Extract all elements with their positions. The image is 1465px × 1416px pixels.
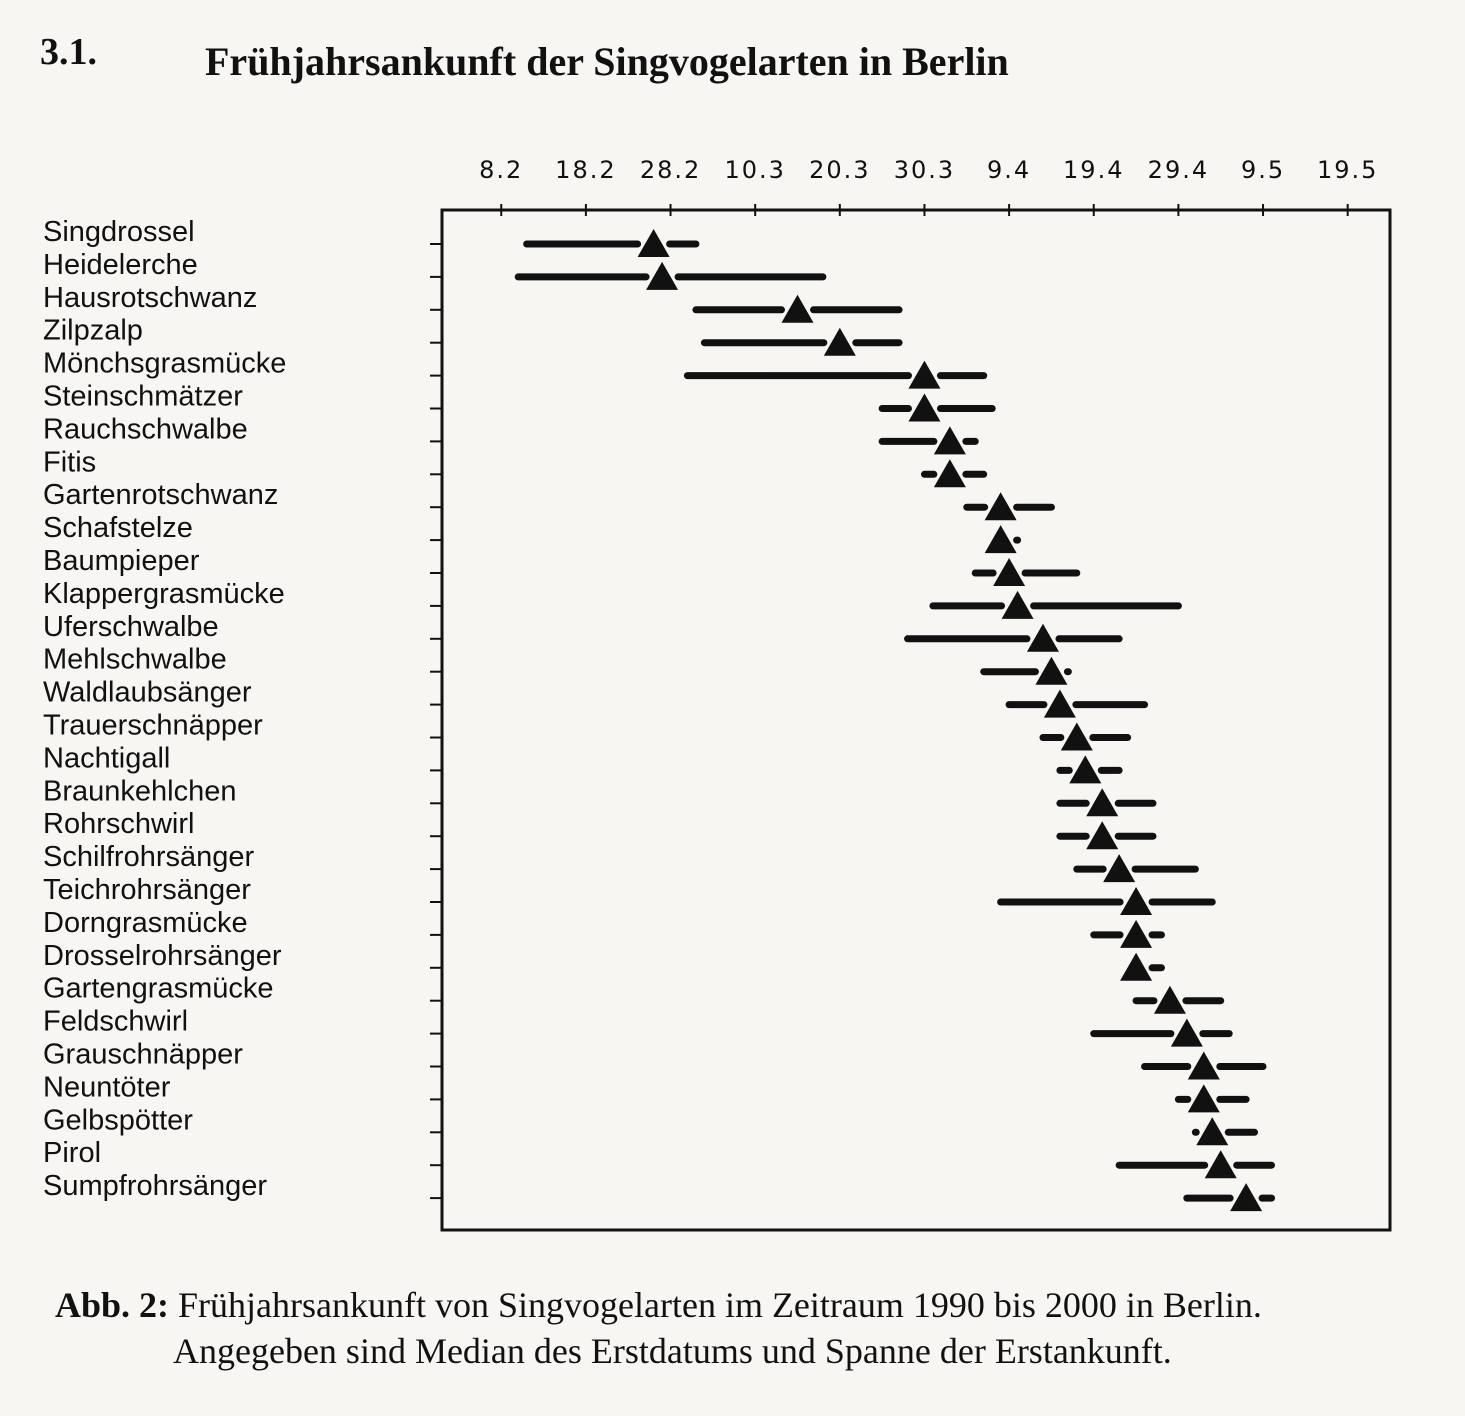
species-label: Drosselrohrsänger: [43, 939, 282, 972]
species-label: Rohrschwirl: [43, 808, 195, 841]
median-marker: [1086, 821, 1118, 849]
species-label: Teichrohrsänger: [43, 874, 251, 906]
species-label: Fitis: [43, 446, 97, 479]
y-axis-ticks: [430, 244, 442, 1198]
median-marker: [934, 459, 966, 487]
species-label: Grauschnäpper: [43, 1038, 243, 1071]
x-axis-ticks: [479, 156, 1378, 216]
species-label: Gartenrotschwanz: [43, 479, 279, 512]
species-labels: [43, 216, 286, 1202]
median-marker: [1120, 953, 1152, 981]
median-marker: [1086, 788, 1118, 816]
median-marker: [638, 229, 670, 257]
caption-lead: Abb. 2:: [55, 1285, 170, 1325]
median-marker: [1188, 1084, 1220, 1112]
median-marker: [908, 394, 940, 422]
median-marker: [1120, 920, 1152, 948]
x-tick-label: 29.4: [1147, 156, 1210, 184]
x-tick-label: 18.2: [555, 156, 617, 184]
species-label: Schilfrohrsänger: [43, 841, 255, 874]
species-label: Braunkehlchen: [43, 775, 237, 808]
species-label: Gartengrasmücke: [43, 972, 274, 1005]
species-label: Klappergrasmücke: [43, 577, 285, 610]
species-label: Mehlschwalbe: [43, 643, 227, 676]
caption-line-2: Angegeben sind Median des Erstdatums und Spanne der Erstankunft.: [173, 1331, 1172, 1371]
median-marker: [1188, 1052, 1220, 1080]
species-label: Uferschwalbe: [43, 610, 219, 643]
caption-line-1: Frühjahrsankunft von Singvogelarten im Zeitraum 1990 bis 2000 in Berlin.: [169, 1285, 1262, 1325]
section-title: Frühjahrsankunft der Singvogelarten in Berlin: [205, 39, 1009, 84]
median-marker: [1230, 1183, 1262, 1211]
species-label: Heidelerche: [43, 248, 198, 281]
range-bars: [518, 229, 1271, 1211]
x-tick-label: 30.3: [893, 156, 956, 184]
x-tick-label: 10.3: [724, 156, 786, 184]
x-tick-label: 20.3: [809, 156, 871, 184]
x-tick-label: 19.5: [1316, 156, 1379, 184]
x-tick-label: 8.2: [479, 156, 524, 184]
species-label: Schafstelze: [43, 512, 193, 545]
species-label: Hausrotschwanz: [43, 281, 258, 314]
species-label: Rauchschwalbe: [43, 413, 248, 446]
species-label: Gelbspötter: [43, 1104, 193, 1137]
median-marker: [1044, 690, 1076, 718]
median-marker: [1120, 887, 1152, 915]
section-number: 3.1.: [40, 31, 97, 73]
median-marker: [1027, 624, 1059, 652]
species-label: Zilpzalp: [43, 314, 143, 347]
median-marker: [1196, 1117, 1228, 1145]
species-label: Neuntöter: [43, 1071, 171, 1104]
x-tick-label: 9.4: [987, 156, 1032, 184]
figure-caption: [55, 1282, 1415, 1374]
species-label: Baumpieper: [43, 545, 200, 577]
median-marker: [646, 262, 678, 290]
species-label: Trauerschnäpper: [43, 709, 263, 742]
species-label: Singdrossel: [43, 216, 195, 248]
median-marker: [1002, 591, 1034, 619]
species-label: Steinschmätzer: [43, 380, 243, 413]
species-label: Sumpfrohrsänger: [43, 1170, 268, 1203]
species-label: Nachtigall: [43, 742, 171, 775]
median-marker: [824, 328, 856, 356]
median-marker: [1205, 1150, 1237, 1178]
species-label: Feldschwirl: [43, 1005, 189, 1038]
species-label: Mönchsgrasmücke: [43, 347, 287, 380]
median-marker: [1154, 986, 1186, 1014]
median-marker: [993, 558, 1025, 586]
x-tick-label: 28.2: [639, 156, 702, 184]
species-label: Waldlaubsänger: [43, 676, 252, 709]
median-marker: [985, 525, 1017, 553]
median-marker: [782, 295, 814, 323]
x-tick-label: 19.4: [1063, 156, 1125, 184]
median-marker: [1103, 854, 1135, 882]
species-label: Pirol: [43, 1137, 102, 1170]
median-marker: [1069, 755, 1101, 783]
median-marker: [908, 361, 940, 389]
median-marker: [985, 492, 1017, 520]
median-marker: [934, 426, 966, 454]
species-label: Dorngrasmücke: [43, 906, 248, 939]
median-marker: [1035, 657, 1067, 685]
median-marker: [1061, 723, 1093, 751]
x-tick-label: 9.5: [1240, 156, 1286, 184]
plot-frame: [442, 210, 1390, 1230]
median-marker: [1171, 1019, 1203, 1047]
